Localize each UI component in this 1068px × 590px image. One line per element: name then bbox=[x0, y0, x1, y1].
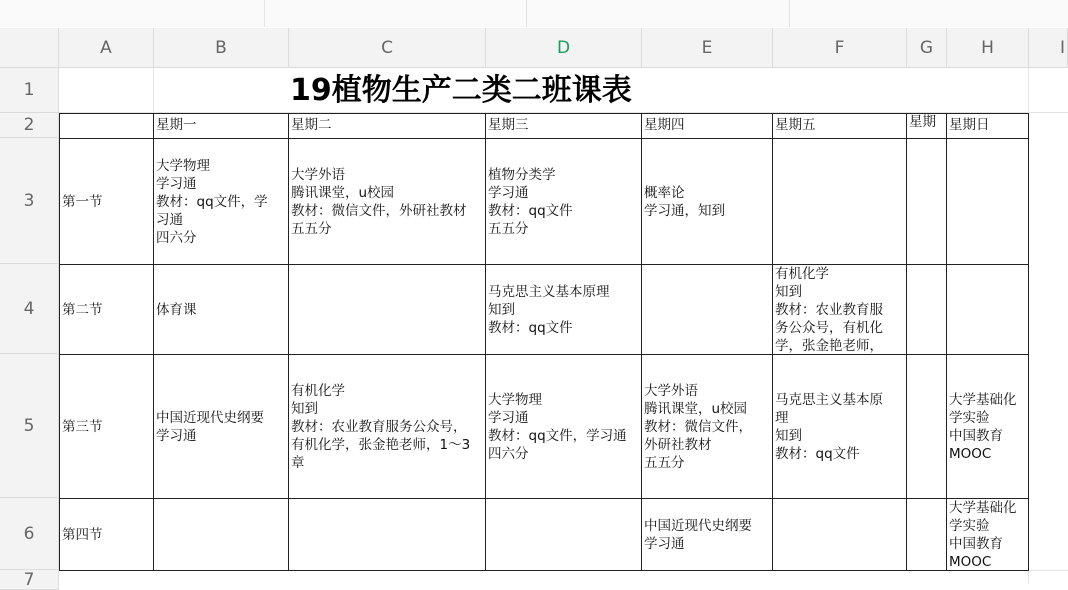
column-header-c[interactable]: C bbox=[289, 28, 486, 68]
cell-h2[interactable]: 星期日 bbox=[949, 117, 990, 133]
cell-g2[interactable]: 星期 bbox=[909, 114, 936, 130]
cell-c5[interactable]: 有机化学 知到 教材：农业教育服务公众号， 有机化学，张金艳老师，1～3 章 bbox=[291, 382, 471, 471]
cell-h6[interactable]: 大学基础化 学实验 中国教育 MOOC bbox=[949, 499, 1017, 570]
cell-a5[interactable]: 第三节 bbox=[62, 418, 103, 435]
gridline bbox=[526, 0, 527, 27]
column-header-f[interactable]: F bbox=[773, 28, 907, 68]
row-header-3[interactable]: 3 bbox=[0, 138, 59, 264]
cell-d6[interactable] bbox=[486, 499, 641, 570]
table-border bbox=[59, 113, 1029, 114]
cell-a3[interactable]: 第一节 bbox=[62, 193, 103, 210]
table-border bbox=[59, 570, 1029, 571]
gridline bbox=[789, 0, 790, 27]
cell-c3[interactable]: 大学外语 腾讯课堂，u校园 教材：微信文件，外研社教材 五五分 bbox=[291, 166, 467, 237]
cell-h3[interactable] bbox=[947, 139, 1028, 264]
cell-h5[interactable]: 大学基础化 学实验 中国教育 MOOC bbox=[949, 391, 1017, 462]
cell-f6[interactable] bbox=[773, 499, 906, 570]
gridline bbox=[153, 68, 154, 113]
cell-b5[interactable]: 中国近现代史纲要 学习通 bbox=[156, 409, 264, 444]
cell-b3[interactable]: 大学物理 学习通 教材：qq文件，学 习通 四六分 bbox=[156, 157, 268, 246]
cell-c2[interactable]: 星期二 bbox=[291, 117, 332, 133]
cell-f3[interactable] bbox=[773, 139, 906, 264]
cell-g5[interactable] bbox=[907, 355, 946, 498]
row-header-6[interactable]: 6 bbox=[0, 498, 59, 570]
toolbar-strip bbox=[0, 0, 1068, 27]
row-header-7[interactable]: 7 bbox=[0, 570, 59, 590]
cell-g3[interactable] bbox=[907, 139, 946, 264]
column-header-a[interactable]: A bbox=[59, 28, 154, 68]
row-header-2[interactable]: 2 bbox=[0, 113, 59, 138]
column-header-b[interactable]: B bbox=[154, 28, 289, 68]
select-all-corner[interactable] bbox=[0, 28, 59, 68]
cell-d5[interactable]: 大学物理 学习通 教材：qq文件，学习通 四六分 bbox=[488, 391, 627, 462]
cell-a6[interactable]: 第四节 bbox=[62, 526, 103, 543]
cell-f2[interactable]: 星期五 bbox=[775, 117, 816, 133]
cell-c4[interactable] bbox=[289, 265, 485, 354]
cell-f4[interactable]: 有机化学 知到 教材：农业教育服 务公众号，有机化 学，张金艳老师， bbox=[775, 265, 883, 354]
row-header-4[interactable]: 4 bbox=[0, 264, 59, 354]
cell-g4[interactable] bbox=[907, 265, 946, 354]
cell-a4[interactable]: 第二节 bbox=[62, 301, 103, 318]
cell-d3[interactable]: 植物分类学 学习通 教材：qq文件 五五分 bbox=[488, 166, 573, 237]
cell-g6[interactable] bbox=[907, 499, 946, 570]
cell-b2[interactable]: 星期一 bbox=[156, 117, 197, 133]
column-header-g[interactable]: G bbox=[907, 28, 947, 68]
cell-e6[interactable]: 中国近现代史纲要 学习通 bbox=[644, 517, 752, 552]
column-header-e[interactable]: E bbox=[642, 28, 773, 68]
cell-e5[interactable]: 大学外语 腾讯课堂，u校园 教材：微信文件， 外研社教材 五五分 bbox=[644, 382, 752, 471]
cell-b4[interactable]: 体育课 bbox=[156, 301, 197, 318]
column-header-i[interactable]: I bbox=[1029, 28, 1068, 68]
sheet-title[interactable]: 19植物生产二类二班课表 bbox=[290, 73, 632, 108]
gridline bbox=[264, 0, 265, 27]
cell-c6[interactable] bbox=[289, 499, 485, 570]
row-header-5[interactable]: 5 bbox=[0, 354, 59, 498]
table-border bbox=[1028, 113, 1029, 571]
cell-h4[interactable] bbox=[947, 265, 1028, 354]
column-header-h[interactable]: H bbox=[947, 28, 1029, 68]
cell-f5[interactable]: 马克思主义基本原 理 知到 教材：qq文件 bbox=[775, 391, 883, 462]
row-header-1[interactable]: 1 bbox=[0, 68, 59, 113]
cell-e4[interactable] bbox=[642, 265, 772, 354]
column-header-d[interactable]: D bbox=[486, 28, 642, 68]
cell-e3[interactable]: 概率论 学习通，知到 bbox=[644, 184, 725, 219]
cell-d2[interactable]: 星期三 bbox=[488, 117, 529, 133]
cell-e2[interactable]: 星期四 bbox=[644, 117, 685, 133]
cell-b6[interactable] bbox=[154, 499, 288, 570]
cell-d4[interactable]: 马克思主义基本原理 知到 教材：qq文件 bbox=[488, 283, 610, 336]
